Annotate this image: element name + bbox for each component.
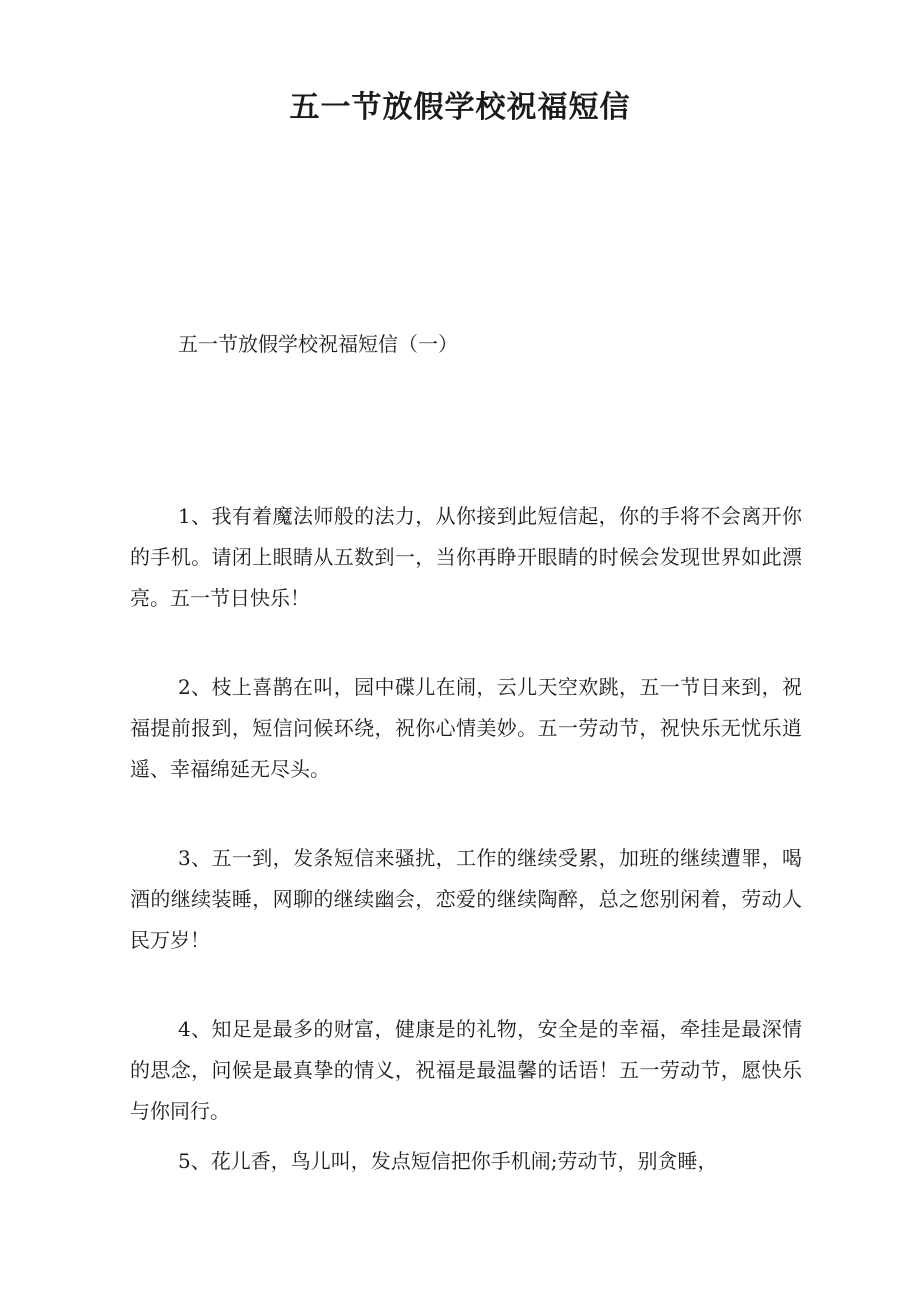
- paragraph-4: 4、知足是最多的财富，健康是的礼物，安全是的幸福，牵挂是最深情的思念，问候是最真挚的情义，祝福是最温馨的话语！五一劳动节，愿快乐与你同行。: [130, 1017, 802, 1123]
- paragraph-2: 2、枝上喜鹊在叫，园中碟儿在闹，云儿天空欢跳，五一节日来到，祝福提前报到，短信问候环绕，祝你心情美妙。五一劳动节，祝快乐无忧乐逍遥、幸福绵延无尽头。: [130, 675, 802, 781]
- paragraph-1: 1、我有着魔法师般的法力，从你接到此短信起，你的手将不会离开你的手机。请闭上眼睛从五数到一，当你再睁开眼睛的时候会发现世界如此漂亮。五一节日快乐！: [130, 504, 802, 610]
- paragraph-3: 3、五一到，发条短信来骚扰，工作的继续受累，加班的继续遭罪，喝酒的继续装睡，网聊的继续幽会，恋爱的继续陶醉，总之您别闲着，劳动人民万岁！: [130, 846, 802, 952]
- paragraph-5: 5、花儿香，鸟儿叫，发点短信把你手机闹;劳动节，别贪睡，: [178, 1149, 718, 1173]
- section-heading: 五一节放假学校祝福短信（一）: [178, 332, 458, 356]
- document-title: 五一节放假学校祝福短信: [289, 90, 631, 125]
